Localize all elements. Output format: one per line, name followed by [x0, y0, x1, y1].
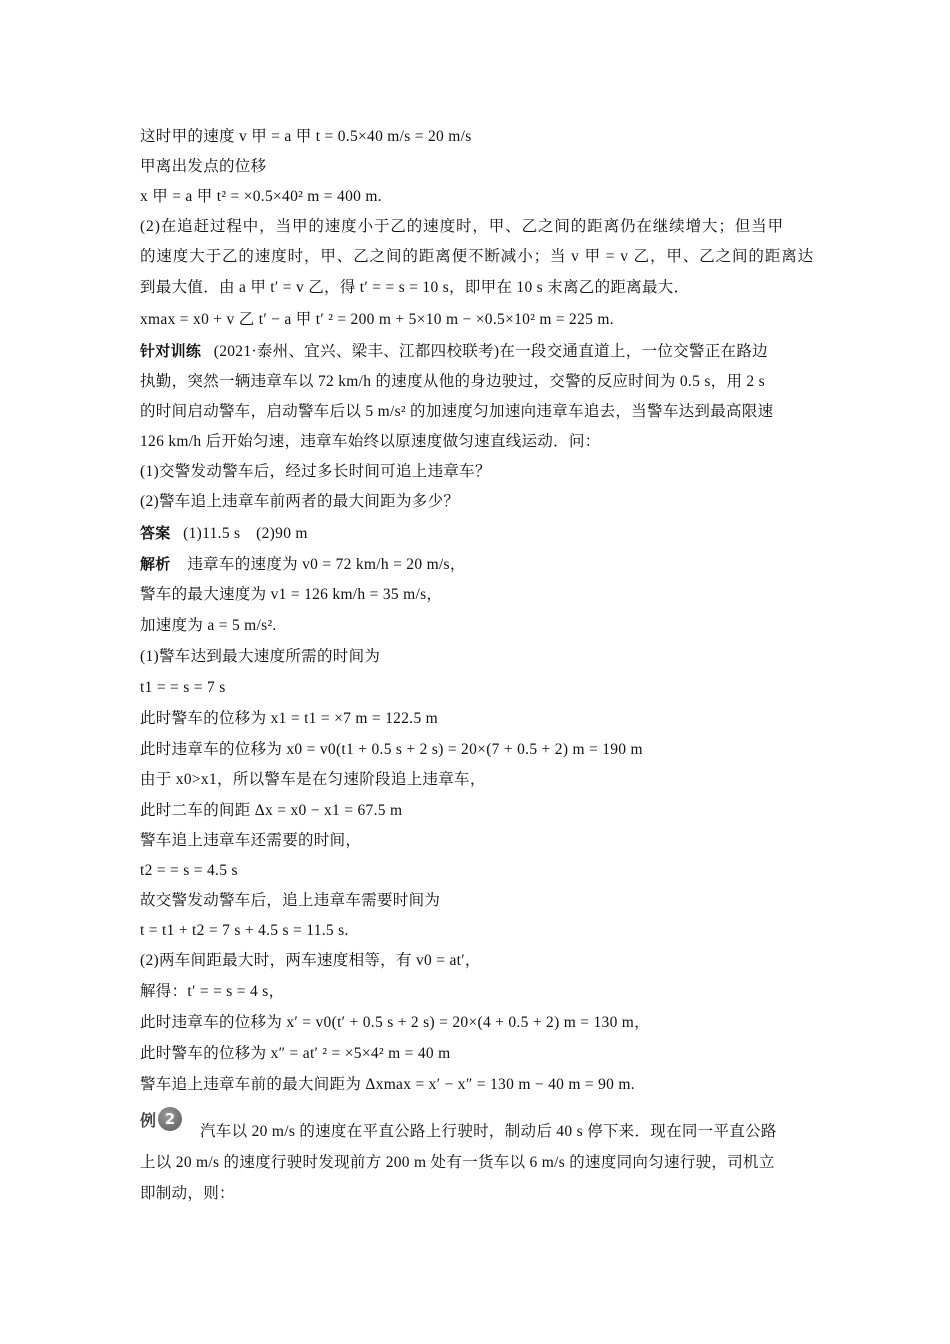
- text-line: 故交警发动警车后，追上违章车需要时间为: [140, 892, 441, 909]
- example-text-line: 即制动，则：: [140, 1185, 235, 1202]
- text-line: 加速度为 a = 5 m/s².: [140, 617, 277, 634]
- text-line: 126 km/h 后开始匀速，违章车始终以原速度做匀速直线运动．问：: [140, 433, 601, 450]
- text-line: 由于 x0>x1，所以警车是在匀速阶段追上违章车，: [140, 771, 486, 788]
- text-line: xmax = x0 + v 乙 t′ − a 甲 t′ ² = 200 m + 5×10 m − ×0.5×10² m = 225 m.: [140, 311, 614, 328]
- answer-line: [140, 523, 812, 544]
- example-text-line: 汽车以 20 m/s 的速度在平直公路上行驶时，制动后 40 s 停下来．现在同一平直公路: [200, 1123, 777, 1140]
- text-line: t1 = = s = 7 s: [140, 679, 226, 696]
- question-2: (2)警车追上违章车前两者的最大间距为多少？: [140, 493, 460, 510]
- text-line: 的时间启动警车，启动警车后以 5 m/s² 的加速度匀加速向违章车追去，当警车达到最高限速: [140, 403, 774, 420]
- practice-label: 针对训练: [140, 342, 202, 360]
- answer-text: (1)11.5 s (2)90 m: [183, 525, 308, 542]
- text-line: 到最大值．由 a 甲 t′ = v 乙，得 t′ = = s = 10 s，即甲在 10 s 末离乙的距离最大．: [140, 279, 690, 296]
- text-line: t = t1 + t2 = 7 s + 4.5 s = 11.5 s.: [140, 922, 349, 939]
- text-line: t2 = = s = 4.5 s: [140, 862, 238, 879]
- text-line: 甲离出发点的位移: [140, 158, 267, 175]
- text-line: 这时甲的速度 v 甲 = a 甲 t = 0.5×40 m/s = 20 m/s: [140, 128, 472, 145]
- question-1: (1)交警发动警车后，经过多长时间可追上违章车？: [140, 463, 491, 480]
- answer-label: 答案: [140, 524, 171, 542]
- example-badge: [140, 1107, 182, 1131]
- text-line: 警车的最大速度为 v1 = 126 km/h = 35 m/s，: [140, 586, 443, 603]
- example-label: 例: [140, 1110, 157, 1130]
- analysis-text: 违章车的速度为 v0 = 72 km/h = 20 m/s，: [187, 556, 466, 573]
- practice-text: (2021·泰州、宜兴、梁丰、江都四校联考)在一段交通直道上，一位交警正在路边: [213, 343, 768, 360]
- text-line: (1)警车达到最大速度所需的时间为: [140, 648, 381, 665]
- text-line: 此时违章车的位移为 x′ = v0(t′ + 0.5 s + 2 s) = 20×(4 + 0.5 + 2) m = 130 m，: [140, 1014, 650, 1031]
- text-line: 此时违章车的位移为 x0 = v0(t1 + 0.5 s + 2 s) = 20×(7 + 0.5 + 2) m = 190 m: [140, 741, 643, 758]
- text-line: 执勤，突然一辆违章车以 72 km/h 的速度从他的身边驶过，交警的反应时间为 0.5 s，用 2 s: [140, 373, 765, 390]
- text-line: (2)两车间距最大时，两车速度相等，有 v0 = at′，: [140, 952, 481, 969]
- example-number-icon: 2: [158, 1107, 182, 1131]
- text-line: (2)在追赶过程中，当甲的速度小于乙的速度时，甲、乙之间的距离仍在继续增大；但当甲: [140, 218, 784, 235]
- text-line: 警车追上违章车还需要的时间，: [140, 832, 362, 849]
- text-line: 警车追上违章车前的最大间距为 Δxmax = x′ − x″ = 130 m − 40 m = 90 m.: [140, 1076, 635, 1093]
- example-text-line: 上以 20 m/s 的速度行驶时发现前方 200 m 处有一货车以 6 m/s 的速度同向匀速行驶，司机立: [140, 1154, 775, 1171]
- text-line: 此时二车的间距 Δx = x0 − x1 = 67.5 m: [140, 802, 403, 819]
- text-line: x 甲 = a 甲 t² = ×0.5×40² m = 400 m.: [140, 188, 382, 205]
- text-line: 的速度大于乙的速度时，甲、乙之间的距离便不断减小；当 v 甲 = v 乙，甲、乙之间的距离达: [140, 248, 815, 265]
- text-line: 此时警车的位移为 x″ = at′ ² = ×5×4² m = 40 m: [140, 1045, 451, 1062]
- text-line: 此时警车的位移为 x1 = t1 = ×7 m = 122.5 m: [140, 710, 439, 727]
- analysis-label: 解析: [140, 555, 171, 573]
- practice-heading-line: [140, 341, 812, 362]
- analysis-line: [140, 554, 812, 575]
- text-line: 解得：t′ = = s = 4 s，: [140, 983, 285, 1000]
